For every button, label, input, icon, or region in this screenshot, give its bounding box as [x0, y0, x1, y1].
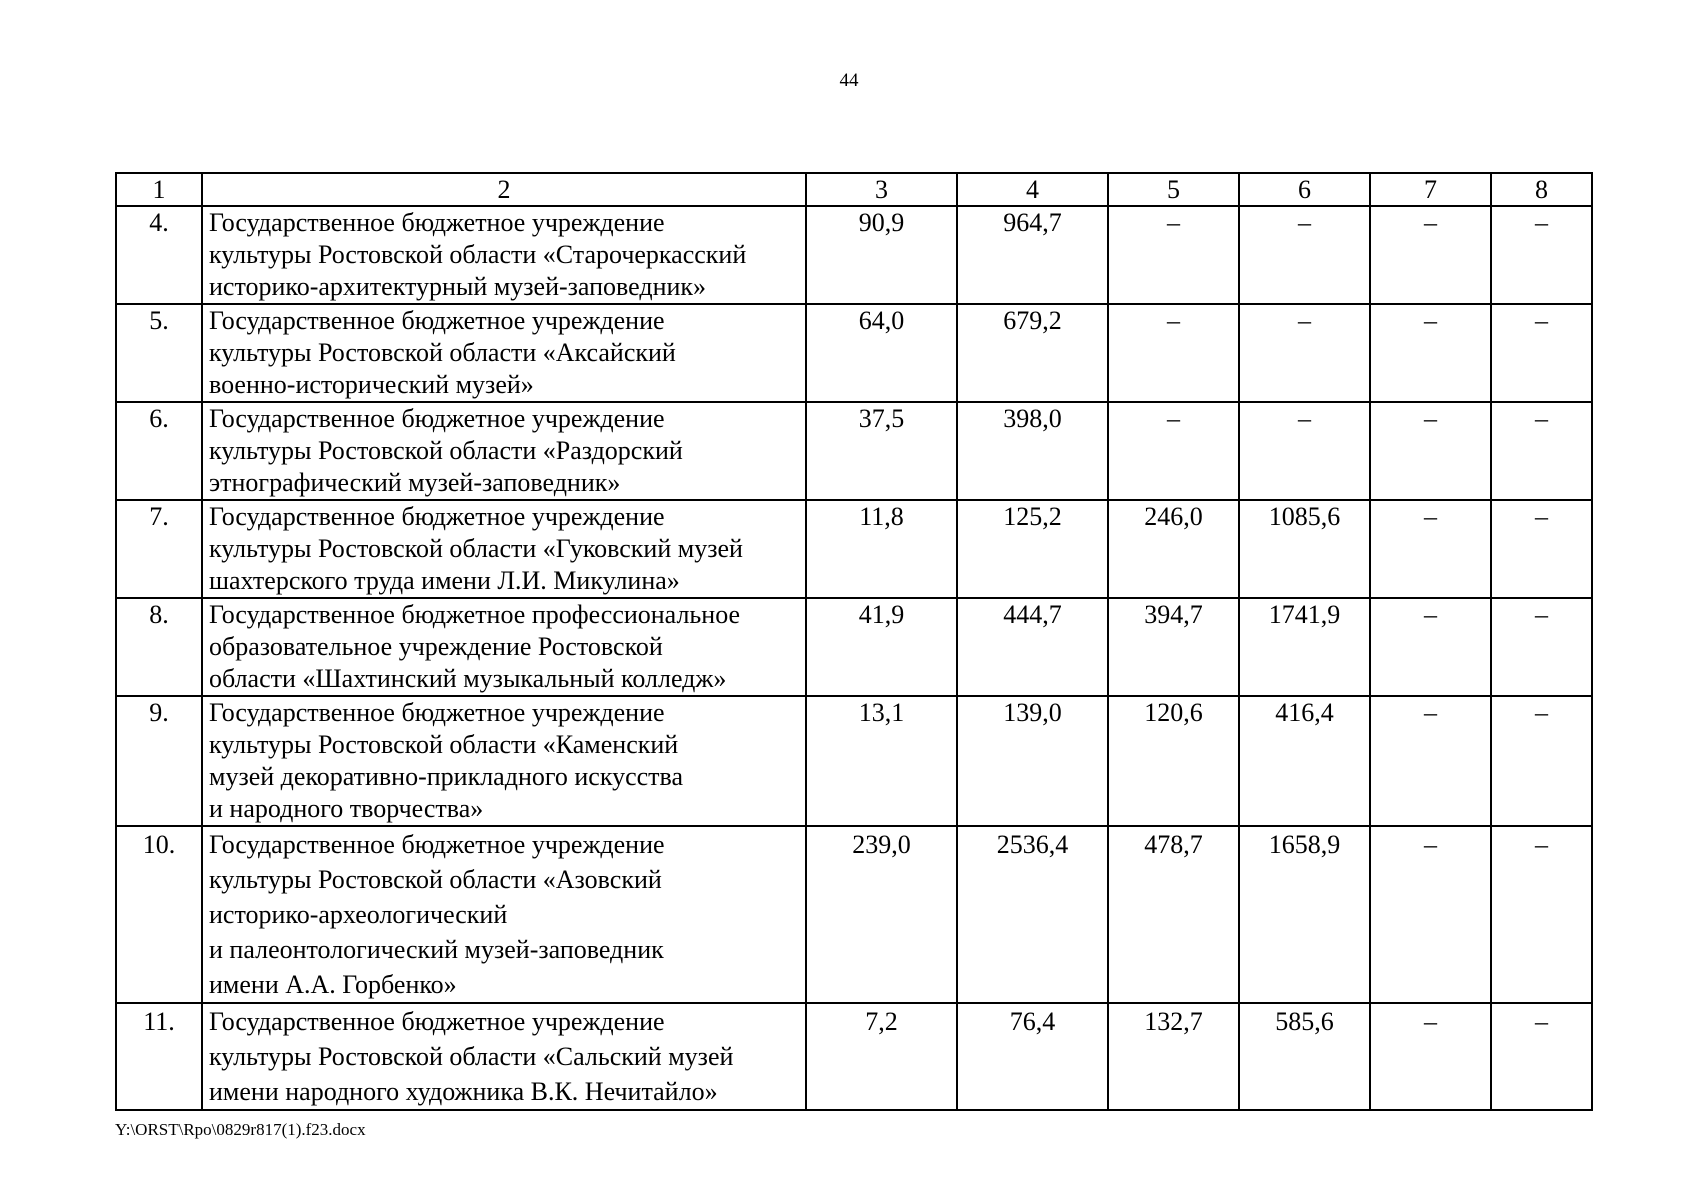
column-header: 5 [1108, 173, 1239, 206]
row-number: 6. [116, 402, 202, 500]
institution-name [202, 598, 806, 696]
value-cell: 1741,9 [1239, 598, 1370, 696]
page-number: 44 [839, 70, 859, 91]
value-cell: – [1370, 402, 1491, 500]
table-row [116, 500, 1592, 598]
row-number: 5. [116, 304, 202, 402]
column-header: 4 [957, 173, 1108, 206]
table-row [116, 206, 1592, 304]
value-cell: 444,7 [957, 598, 1108, 696]
institution-name [202, 1003, 806, 1110]
table-row [116, 1003, 1592, 1110]
column-header: 1 [116, 173, 202, 206]
name-line: Государственное бюджетное учреждение [209, 306, 665, 335]
value-cell: 964,7 [957, 206, 1108, 304]
value-cell: 139,0 [957, 696, 1108, 826]
value-cell: – [1370, 696, 1491, 826]
value-cell: 64,0 [806, 304, 957, 402]
value-cell: – [1370, 1003, 1491, 1110]
name-line: историко-археологический [209, 900, 508, 929]
value-cell: 120,6 [1108, 696, 1239, 826]
name-line: Государственное бюджетное учреждение [209, 830, 665, 859]
name-line: шахтерского труда имени Л.И. Микулина» [209, 566, 680, 595]
value-cell: – [1239, 304, 1370, 402]
row-number: 10. [116, 826, 202, 1003]
table-row [116, 598, 1592, 696]
name-line: Государственное бюджетное учреждение [209, 502, 665, 531]
value-cell: – [1491, 206, 1592, 304]
table-row [116, 402, 1592, 500]
value-cell: – [1491, 402, 1592, 500]
name-line: имени народного художника В.К. Нечитайло» [209, 1077, 718, 1106]
value-cell: – [1491, 826, 1592, 1003]
value-cell: – [1108, 206, 1239, 304]
value-cell: 90,9 [806, 206, 957, 304]
value-cell: 478,7 [1108, 826, 1239, 1003]
name-line: образовательное учреждение Ростовской [209, 632, 663, 661]
value-cell: 1085,6 [1239, 500, 1370, 598]
value-cell: 41,9 [806, 598, 957, 696]
name-line: Государственное бюджетное учреждение [209, 1007, 665, 1036]
row-number: 11. [116, 1003, 202, 1110]
value-cell: 13,1 [806, 696, 957, 826]
value-cell: – [1239, 206, 1370, 304]
value-cell: 125,2 [957, 500, 1108, 598]
value-cell: 76,4 [957, 1003, 1108, 1110]
value-cell: 2536,4 [957, 826, 1108, 1003]
name-line: культуры Ростовской области «Каменский [209, 730, 679, 759]
value-cell: – [1108, 402, 1239, 500]
name-line: и народного творчества» [209, 794, 484, 823]
value-cell: – [1491, 598, 1592, 696]
value-cell: 239,0 [806, 826, 957, 1003]
value-cell: – [1370, 304, 1491, 402]
name-line: культуры Ростовской области «Азовский [209, 865, 662, 894]
footer-file-path: Y:\ORST\Rpo\0829r817(1).f23.docx [115, 1120, 366, 1139]
name-line: культуры Ростовской области «Раздорский [209, 436, 683, 465]
value-cell: – [1108, 304, 1239, 402]
value-cell: 1658,9 [1239, 826, 1370, 1003]
value-cell: – [1491, 500, 1592, 598]
name-line: Государственное бюджетное учреждение [209, 698, 665, 727]
name-line: военно-исторический музей» [209, 370, 534, 399]
name-line: культуры Ростовской области «Аксайский [209, 338, 676, 367]
value-cell: 7,2 [806, 1003, 957, 1110]
value-cell: 585,6 [1239, 1003, 1370, 1110]
value-cell: 394,7 [1108, 598, 1239, 696]
row-number: 8. [116, 598, 202, 696]
table-row [116, 696, 1592, 826]
institution-name [202, 500, 806, 598]
value-cell: – [1491, 1003, 1592, 1110]
value-cell: 11,8 [806, 500, 957, 598]
row-number: 4. [116, 206, 202, 304]
table-row [116, 826, 1592, 1003]
institution-name [202, 696, 806, 826]
value-cell: 398,0 [957, 402, 1108, 500]
institution-name [202, 206, 806, 304]
name-line: Государственное бюджетное учреждение [209, 208, 665, 237]
value-cell: 679,2 [957, 304, 1108, 402]
value-cell: – [1370, 206, 1491, 304]
name-line: области «Шахтинский музыкальный колледж» [209, 664, 727, 693]
column-header: 8 [1491, 173, 1592, 206]
table-row [116, 304, 1592, 402]
name-line: и палеонтологический музей-заповедник [209, 935, 664, 964]
name-line: Государственное бюджетное профессиональное [209, 600, 741, 629]
value-cell: 246,0 [1108, 500, 1239, 598]
column-header: 7 [1370, 173, 1491, 206]
column-header: 2 [202, 173, 806, 206]
name-line: этнографический музей-заповедник» [209, 468, 621, 497]
value-cell: – [1239, 402, 1370, 500]
name-line: музей декоративно-прикладного искусства [209, 762, 684, 791]
institution-name [202, 826, 806, 1003]
name-line: культуры Ростовской области «Сальский музей [209, 1042, 734, 1071]
value-cell: – [1370, 500, 1491, 598]
value-cell: 37,5 [806, 402, 957, 500]
row-number: 7. [116, 500, 202, 598]
name-line: культуры Ростовской области «Гуковский музей [209, 534, 743, 563]
data-table [115, 172, 1593, 1111]
value-cell: – [1491, 696, 1592, 826]
value-cell: – [1370, 598, 1491, 696]
column-header: 6 [1239, 173, 1370, 206]
name-line: Государственное бюджетное учреждение [209, 404, 665, 433]
value-cell: 132,7 [1108, 1003, 1239, 1110]
column-header: 3 [806, 173, 957, 206]
value-cell: 416,4 [1239, 696, 1370, 826]
institution-name [202, 402, 806, 500]
row-number: 9. [116, 696, 202, 826]
name-line: историко-архитектурный музей-заповедник» [209, 272, 707, 301]
table-header-row [116, 173, 1592, 206]
name-line: имени А.А. Горбенко» [209, 970, 457, 999]
name-line: культуры Ростовской области «Старочеркасский [209, 240, 747, 269]
value-cell: – [1370, 826, 1491, 1003]
value-cell: – [1491, 304, 1592, 402]
institution-name [202, 304, 806, 402]
